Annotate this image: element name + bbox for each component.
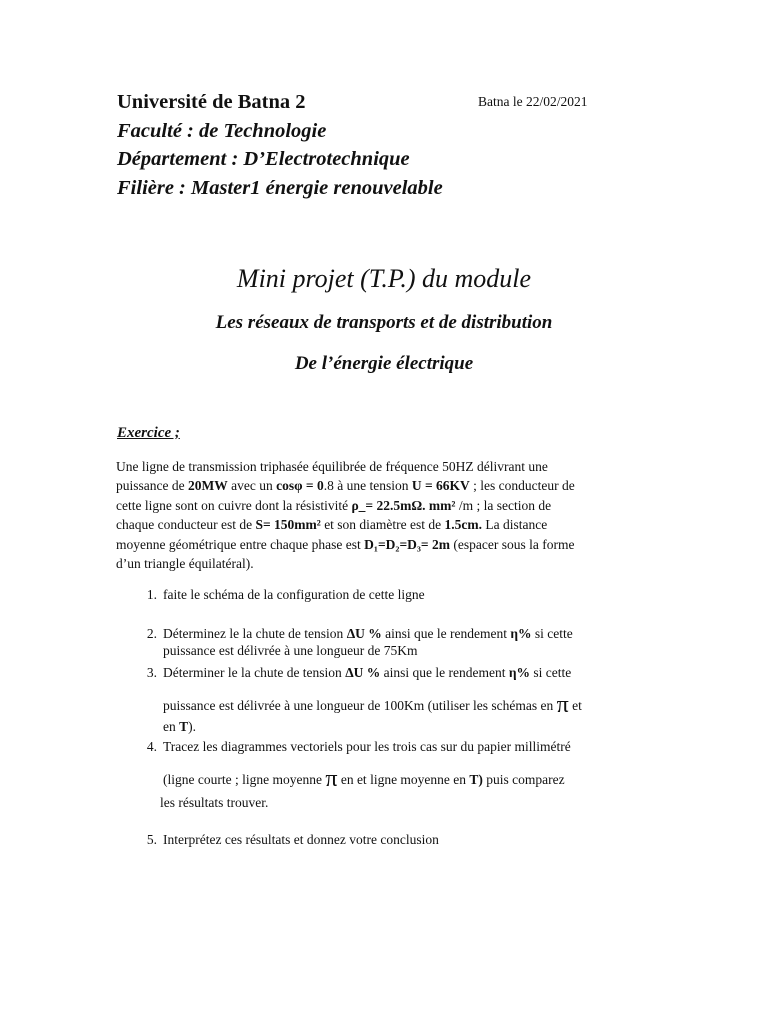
subtitle-2: De l’énergie électrique	[294, 353, 474, 374]
list-number: 2.	[146, 626, 157, 641]
text: ainsi que le rendement	[380, 665, 509, 680]
text: La distance	[482, 517, 548, 533]
diameter-value: 1.5cm.	[444, 517, 483, 533]
text: (espacer sous la forme	[450, 536, 575, 552]
text: et son diamètre est de	[320, 517, 445, 533]
list-item-4	[146, 737, 571, 756]
list-item-5	[146, 830, 439, 849]
text: Déterminez le la chute de tension	[163, 626, 347, 641]
power-value: 20MW	[187, 478, 228, 494]
exercise-heading: Exercice ;	[117, 425, 180, 441]
para-line-4	[116, 515, 626, 534]
list-item-1	[146, 585, 425, 604]
section-value: S= 150mm²	[255, 517, 321, 533]
resistivity-value: ρ_= 22.5mΩ. mm²	[351, 497, 456, 513]
voltage-value: U = 66KV	[411, 478, 470, 494]
text: puissance est délivrée à une longueur de 100Km (utiliser les schémas en	[163, 698, 557, 713]
para-line-6: d’un triangle équilatéral).	[116, 556, 254, 572]
text: ).	[188, 719, 197, 734]
text: moyenne géométrique entre chaque phase est	[116, 536, 365, 552]
t-scheme: T)	[469, 772, 483, 787]
distance-value: D₁=D₂=D₃= 2m	[364, 536, 450, 552]
pi-symbol: π	[556, 692, 569, 718]
text: chaque conducteur est de	[116, 517, 256, 533]
text: Tracez les diagrammes vectoriels pour les trois cas sur du papier millimétré	[163, 739, 571, 754]
power-factor: cosφ = 0	[276, 478, 324, 494]
text: (ligne courte ; ligne moyenne	[163, 772, 326, 787]
department-line: Département : D’Electrotechnique	[117, 148, 410, 170]
para-line-1: Une ligne de transmission triphasée équilibrée de fréquence 50HZ délivrant une	[116, 459, 548, 474]
list-item-3-cont-2	[163, 717, 196, 736]
university-name: Université de Batna 2	[117, 91, 306, 113]
text: puis comparez	[482, 772, 565, 787]
text: cette ligne sont on cuivre dont la résistivité	[116, 497, 352, 513]
list-item-2-cont: puissance est délivrée à une longueur de 75Km	[163, 643, 418, 658]
text: puissance de	[116, 478, 188, 494]
text: .8 à une tension	[323, 478, 412, 494]
text: si cette	[530, 665, 572, 680]
text: Déterminer le la chute de tension	[163, 665, 346, 680]
efficiency: η%	[508, 665, 531, 680]
delta-u: ΔU %	[345, 665, 381, 680]
t-scheme: T	[179, 719, 189, 734]
text: /m ; la section de	[455, 497, 552, 513]
efficiency: η%	[510, 626, 532, 641]
para-line-3	[116, 496, 626, 515]
para-line-2	[116, 476, 626, 495]
exercise-paragraph	[116, 457, 626, 573]
list-item-text: faite le schéma de la configuration de cette ligne	[163, 587, 425, 602]
para-line-5	[116, 535, 626, 554]
text: avec un	[227, 478, 277, 494]
list-number: 1.	[146, 587, 157, 602]
text: ; les conducteur de	[469, 478, 575, 494]
main-title: Mini projet (T.P.) du module	[236, 264, 532, 293]
list-item-3	[146, 663, 572, 682]
subtitle-1: Les réseaux de transports et de distribution	[215, 312, 553, 333]
faculty-line: Faculté : de Technologie	[117, 119, 327, 142]
list-item-3-cont	[163, 692, 582, 718]
text: en	[163, 719, 180, 734]
filiere-line: Filière : Master1 énergie renouvelable	[117, 176, 443, 199]
list-item-4-cont	[163, 766, 565, 792]
list-number: 3.	[146, 665, 157, 680]
text: en et ligne moyenne en	[337, 772, 470, 787]
text: ainsi que le rendement	[381, 626, 511, 641]
list-item-4-cont-2: les résultats trouver.	[160, 795, 269, 810]
document-date: Batna le 22/02/2021	[478, 94, 588, 109]
list-number: 4.	[146, 739, 157, 754]
pi-symbol: π	[325, 766, 338, 792]
text: si cette	[531, 626, 573, 641]
delta-u: ΔU %	[346, 626, 382, 641]
text: et	[568, 698, 582, 713]
list-item-text: Interprétez ces résultats et donnez votre conclusion	[163, 832, 439, 847]
list-number: 5.	[146, 832, 157, 847]
